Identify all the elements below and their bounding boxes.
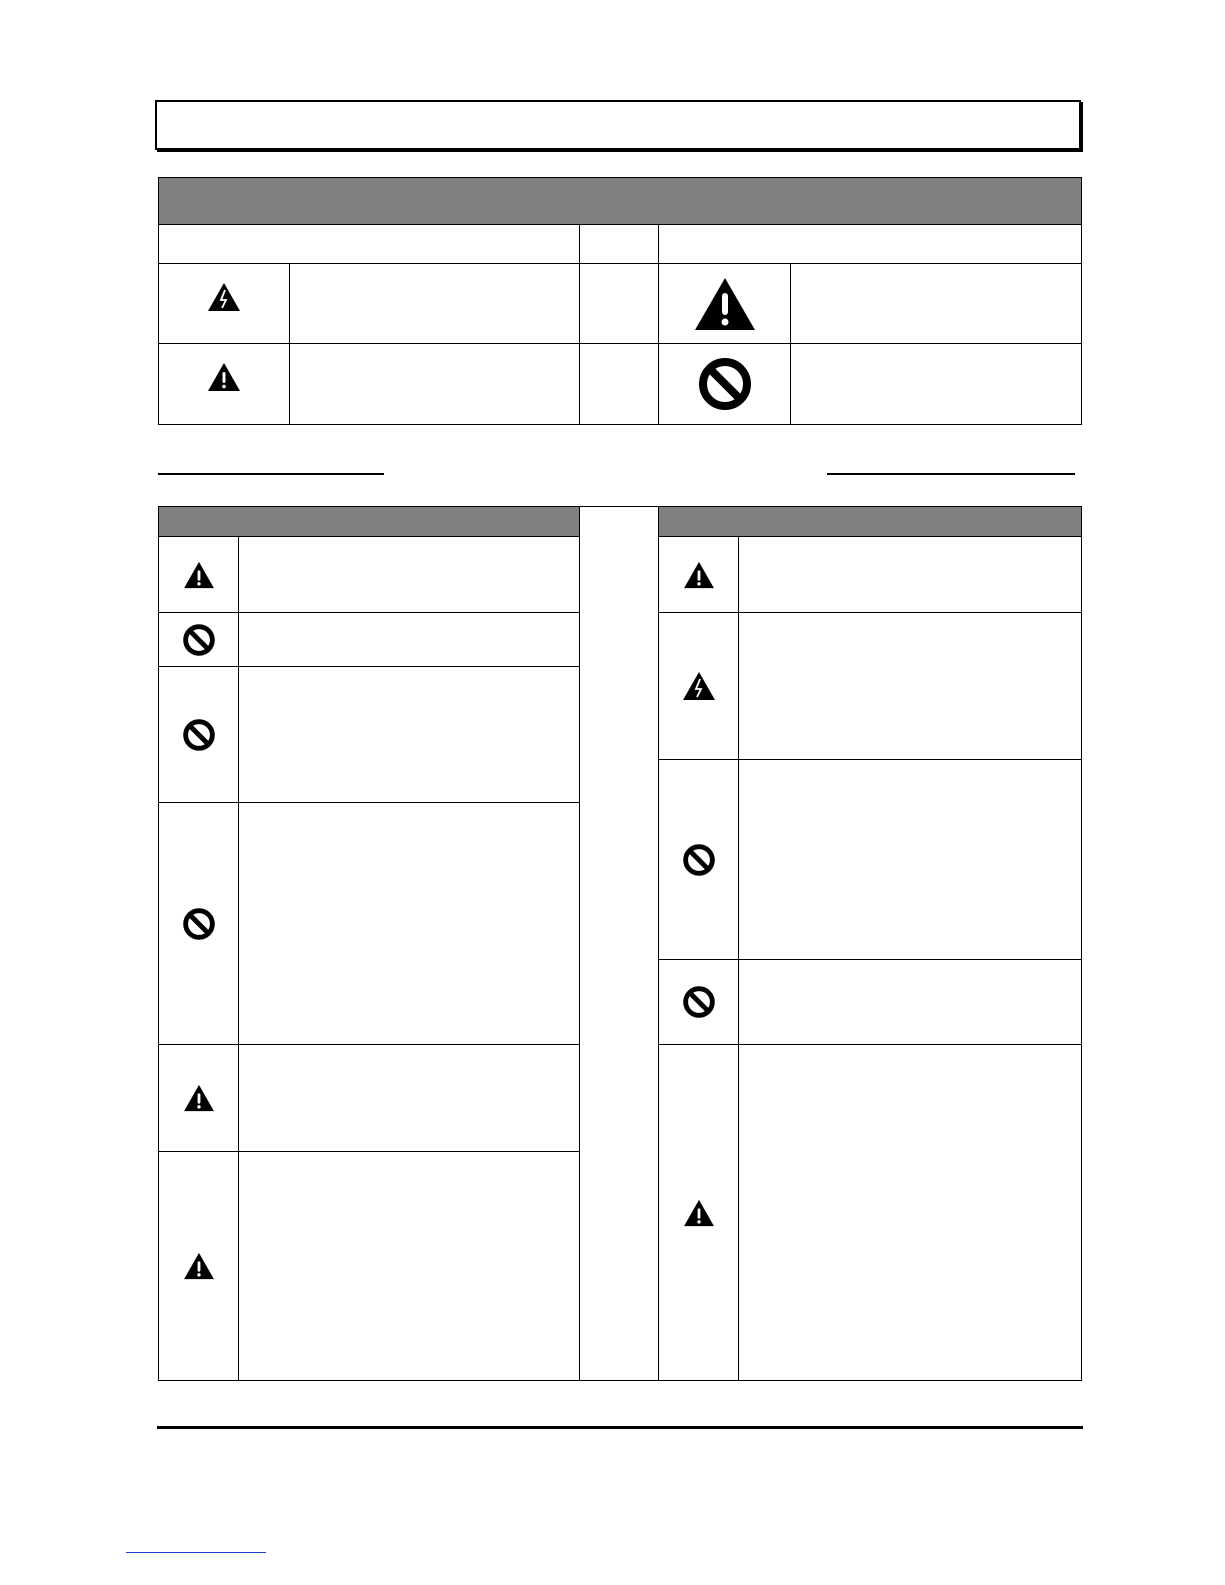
row-text [739,1045,1081,1380]
legend-subheader-middle [579,224,659,264]
section-rule-left [158,473,384,475]
electric-shock-warning-icon [682,671,716,701]
row-icon-cell [159,1152,239,1380]
symbol-legend-table [158,177,1082,425]
precaution-left-row [158,612,580,667]
prohibition-icon [682,985,716,1019]
prohibition-icon [682,843,716,877]
legend-row2-middle [579,343,659,425]
footer-link[interactable] [126,1552,266,1553]
row-icon-cell [659,760,739,959]
precaution-right-row [658,612,1082,760]
legend-row1-right-icon-cell [658,263,791,344]
caution-triangle-icon [694,277,756,331]
caution-triangle-icon [683,1199,715,1227]
legend-subheader-right [658,224,1082,264]
row-text [239,803,579,1044]
precautions-middle-column [579,506,659,1381]
prohibition-icon [182,718,216,752]
precaution-left-row [158,1044,580,1152]
precaution-right-row [658,536,1082,613]
prohibition-icon [182,907,216,941]
row-icon-cell [159,1045,239,1151]
row-icon-cell [659,960,739,1044]
precautions-left-heading-bar [158,506,580,537]
legend-row1-middle [579,263,659,344]
precaution-left-row [158,536,580,613]
legend-heading-bar [158,177,1082,225]
row-icon-cell [159,537,239,612]
legend-row1-left-icon-cell [158,263,290,344]
caution-triangle-icon [207,362,241,392]
precautions-right-heading-bar [658,506,1082,537]
precautions-left-heading [159,507,579,519]
row-text [239,667,579,802]
row-text [739,613,1081,759]
page-title [157,102,1079,126]
row-text [739,960,1081,1044]
caution-triangle-icon [183,561,215,589]
row-icon-cell [659,1045,739,1380]
precaution-left-row [158,666,580,803]
row-text [739,760,1081,959]
row-icon-cell [659,613,739,759]
legend-row2-left-icon-cell [158,343,290,425]
row-icon-cell [159,803,239,1044]
electric-shock-warning-icon [207,282,241,312]
row-text [239,613,579,666]
legend-row2-right-text [790,343,1082,425]
page-title-box [155,100,1081,150]
caution-triangle-icon [183,1084,215,1112]
row-text [739,537,1081,612]
row-text [239,1152,579,1380]
legend-heading [159,178,1081,206]
row-icon-cell [159,667,239,802]
prohibition-icon [697,356,753,412]
legend-row1-left-text [289,263,580,344]
row-text [239,537,579,612]
precaution-right-row [658,759,1082,960]
prohibition-icon [182,623,216,657]
caution-triangle-icon [183,1252,215,1280]
legend-row2-right-icon-cell [658,343,791,425]
legend-row1-right-text [790,263,1082,344]
precaution-right-row [658,1044,1082,1381]
row-text [239,1045,579,1151]
section-rule-right [827,473,1075,475]
caution-triangle-icon [683,561,715,589]
legend-row2-left-text [289,343,580,425]
row-icon-cell [659,537,739,612]
precaution-left-row [158,802,580,1045]
page-bottom-rule [157,1426,1083,1429]
precaution-right-row [658,959,1082,1045]
row-icon-cell [159,613,239,666]
legend-subheader-left [158,224,580,264]
precaution-left-row [158,1151,580,1381]
precautions-right-heading [659,507,1081,519]
